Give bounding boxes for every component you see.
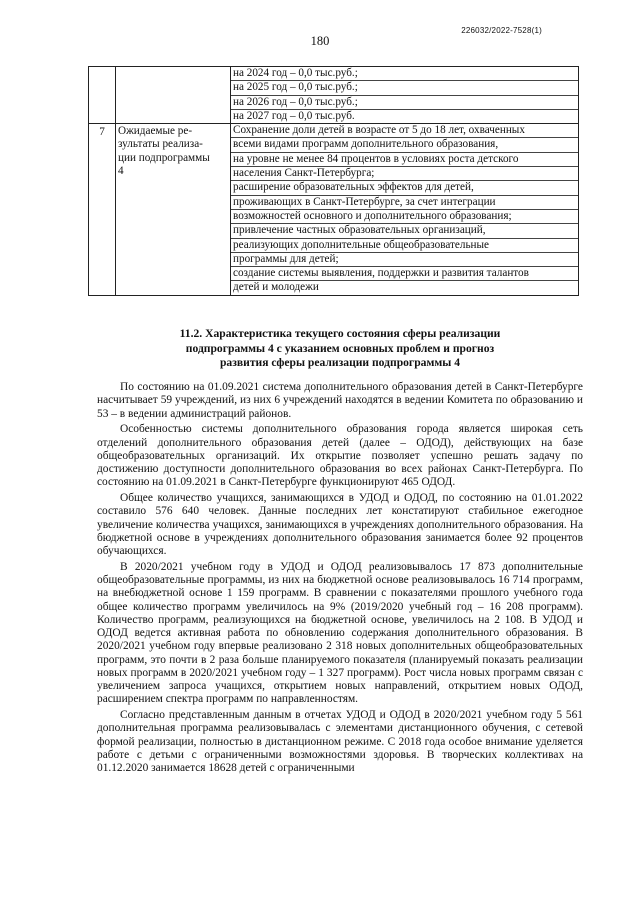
- result-line: программы для детей;: [231, 253, 578, 267]
- paragraph: Согласно представленным данным в отчетах УДОД и ОДОД в 2020/2021 учебном году 5 561 дополнительная программа реализовывалась с элементами дистанционного обучения, с сетевой формой реализации, полностью в дистанционном режиме. С 2018 года особое внимание уделяется работе с детьми с ограниченными возможностями здоровья. В творческих коллективах на 01.12.2020 занимается 18628 детей с ограниченными: [97, 709, 583, 774]
- result-line: проживающих в Санкт-Петербурге, за счет интеграции: [231, 196, 578, 210]
- result-line: населения Санкт-Петербурга;: [231, 167, 578, 181]
- row-label: [116, 124, 231, 296]
- result-line: Сохранение доли детей в возрасте от 5 до 18 лет, охваченных: [231, 124, 578, 138]
- paragraph: По состоянию на 01.09.2021 система дополнительного образования детей в Санкт-Петербурге насчитывает 59 учреждений, из них 6 учреждений находятся в ведении Комитета по образованию и 53 – в ведении администраций районов.: [97, 381, 583, 420]
- page-number: 180: [310, 34, 330, 48]
- result-line: привлечение частных образовательных организаций,: [231, 224, 578, 238]
- funding-line: на 2024 год – 0,0 тыс.руб.;: [231, 67, 578, 81]
- row-label-line: Ожидаемые ре-: [118, 125, 193, 138]
- section-heading: [95, 327, 585, 371]
- funding-line: на 2027 год – 0,0 тыс.руб.: [233, 109, 355, 122]
- section-body: [97, 381, 583, 778]
- row-number: 7: [89, 124, 116, 296]
- row-label-line: 4: [118, 165, 124, 178]
- subprogram-passport-table: [88, 66, 579, 296]
- result-line: на уровне не менее 84 процентов в условиях роста детского: [231, 153, 578, 167]
- paragraph: В 2020/2021 учебном году в УДОД и ОДОД реализовывалось 17 873 дополнительные общеобразовательные программы, из них на бюджетной основе реализовывалось 16 714 программ, на внебюджетной основе 1 159 программ. В сравнении с показателями прошлого учебного года общее количество программ увеличилось на 9% (2019/2020 учебный год – 16 208 программ). Количество программ, реализующихся на бюджетной основе, увеличилось на 2 108. В УДОД и ОДОД ведется активная работа по обновлению содержания дополнительного образования. В 2020/2021 учебном году впервые реализовано 2 318 новых дополнительных общеобразовательных программ, это почти в 2 раза больше планируемого показателя (планируемый показать реализации новых программ в 2020/2021 учебном году – 1 327 программ). Рост числа новых программ связан с увеличением запроса учащихся, открытием новых направлений, открытием новых ОДОД, расширением спектра программ по направленностям.: [97, 560, 583, 706]
- funding-line: на 2026 год – 0,0 тыс.руб.;: [231, 96, 578, 110]
- result-line: создание системы выявления, поддержки и развития талантов: [231, 267, 578, 281]
- section-heading-line: развития сферы реализации подпрограммы 4: [219, 356, 460, 370]
- document-registration-number: 226032/2022-7528(1): [461, 26, 542, 35]
- result-line: реализующих дополнительные общеобразовательные: [231, 239, 578, 253]
- result-line: детей и молодежи: [233, 281, 319, 294]
- funding-line: на 2025 год – 0,0 тыс.руб.;: [231, 81, 578, 95]
- result-line: расширение образовательных эффектов для детей,: [231, 181, 578, 195]
- section-heading-line: 11.2. Характеристика текущего состояния сферы реализации: [179, 327, 501, 340]
- section-heading-line: подпрограммы 4 с указанием основных проблем и прогноз: [185, 341, 495, 355]
- result-line: возможностей основного и дополнительного образования;: [231, 210, 578, 224]
- cell-empty-label: [116, 67, 231, 124]
- paragraph: Особенностью системы дополнительного образования города является широкая сеть отделений дополнительного образования детей (далее – ОДОД), действующих на базе общеобразовательных организаций. Их открытие позволяет успешно решать задачу по достижению доступности дополнительного образования во всех районах Санкт-Петербурга. По состоянию на 01.09.2021 в Санкт-Петербурге функционируют 465 ОДОД.: [97, 423, 583, 489]
- cell-funding-years: [231, 67, 579, 124]
- table-row-expected-results: [89, 124, 579, 296]
- row-label-line: зультаты реализа-: [118, 138, 203, 151]
- row-label-line: ции подпрограммы: [118, 151, 210, 164]
- table-row-funding: [89, 67, 579, 124]
- result-line: всеми видами программ дополнительного образования,: [231, 138, 578, 152]
- cell-expected-results: [231, 124, 579, 296]
- paragraph: Общее количество учащихся, занимающихся в УДОД и ОДОД, по состоянию на 01.01.2022 составило 576 640 человек. Данные последних лет констатируют стабильное ежегодное увеличение количества учащихся, занимающихся в учреждениях дополнительного образования. На бюджетной основе в учреждениях дополнительного образования занимается более 92 процентов обучающихся.: [97, 492, 583, 557]
- cell-empty-number: [89, 67, 116, 124]
